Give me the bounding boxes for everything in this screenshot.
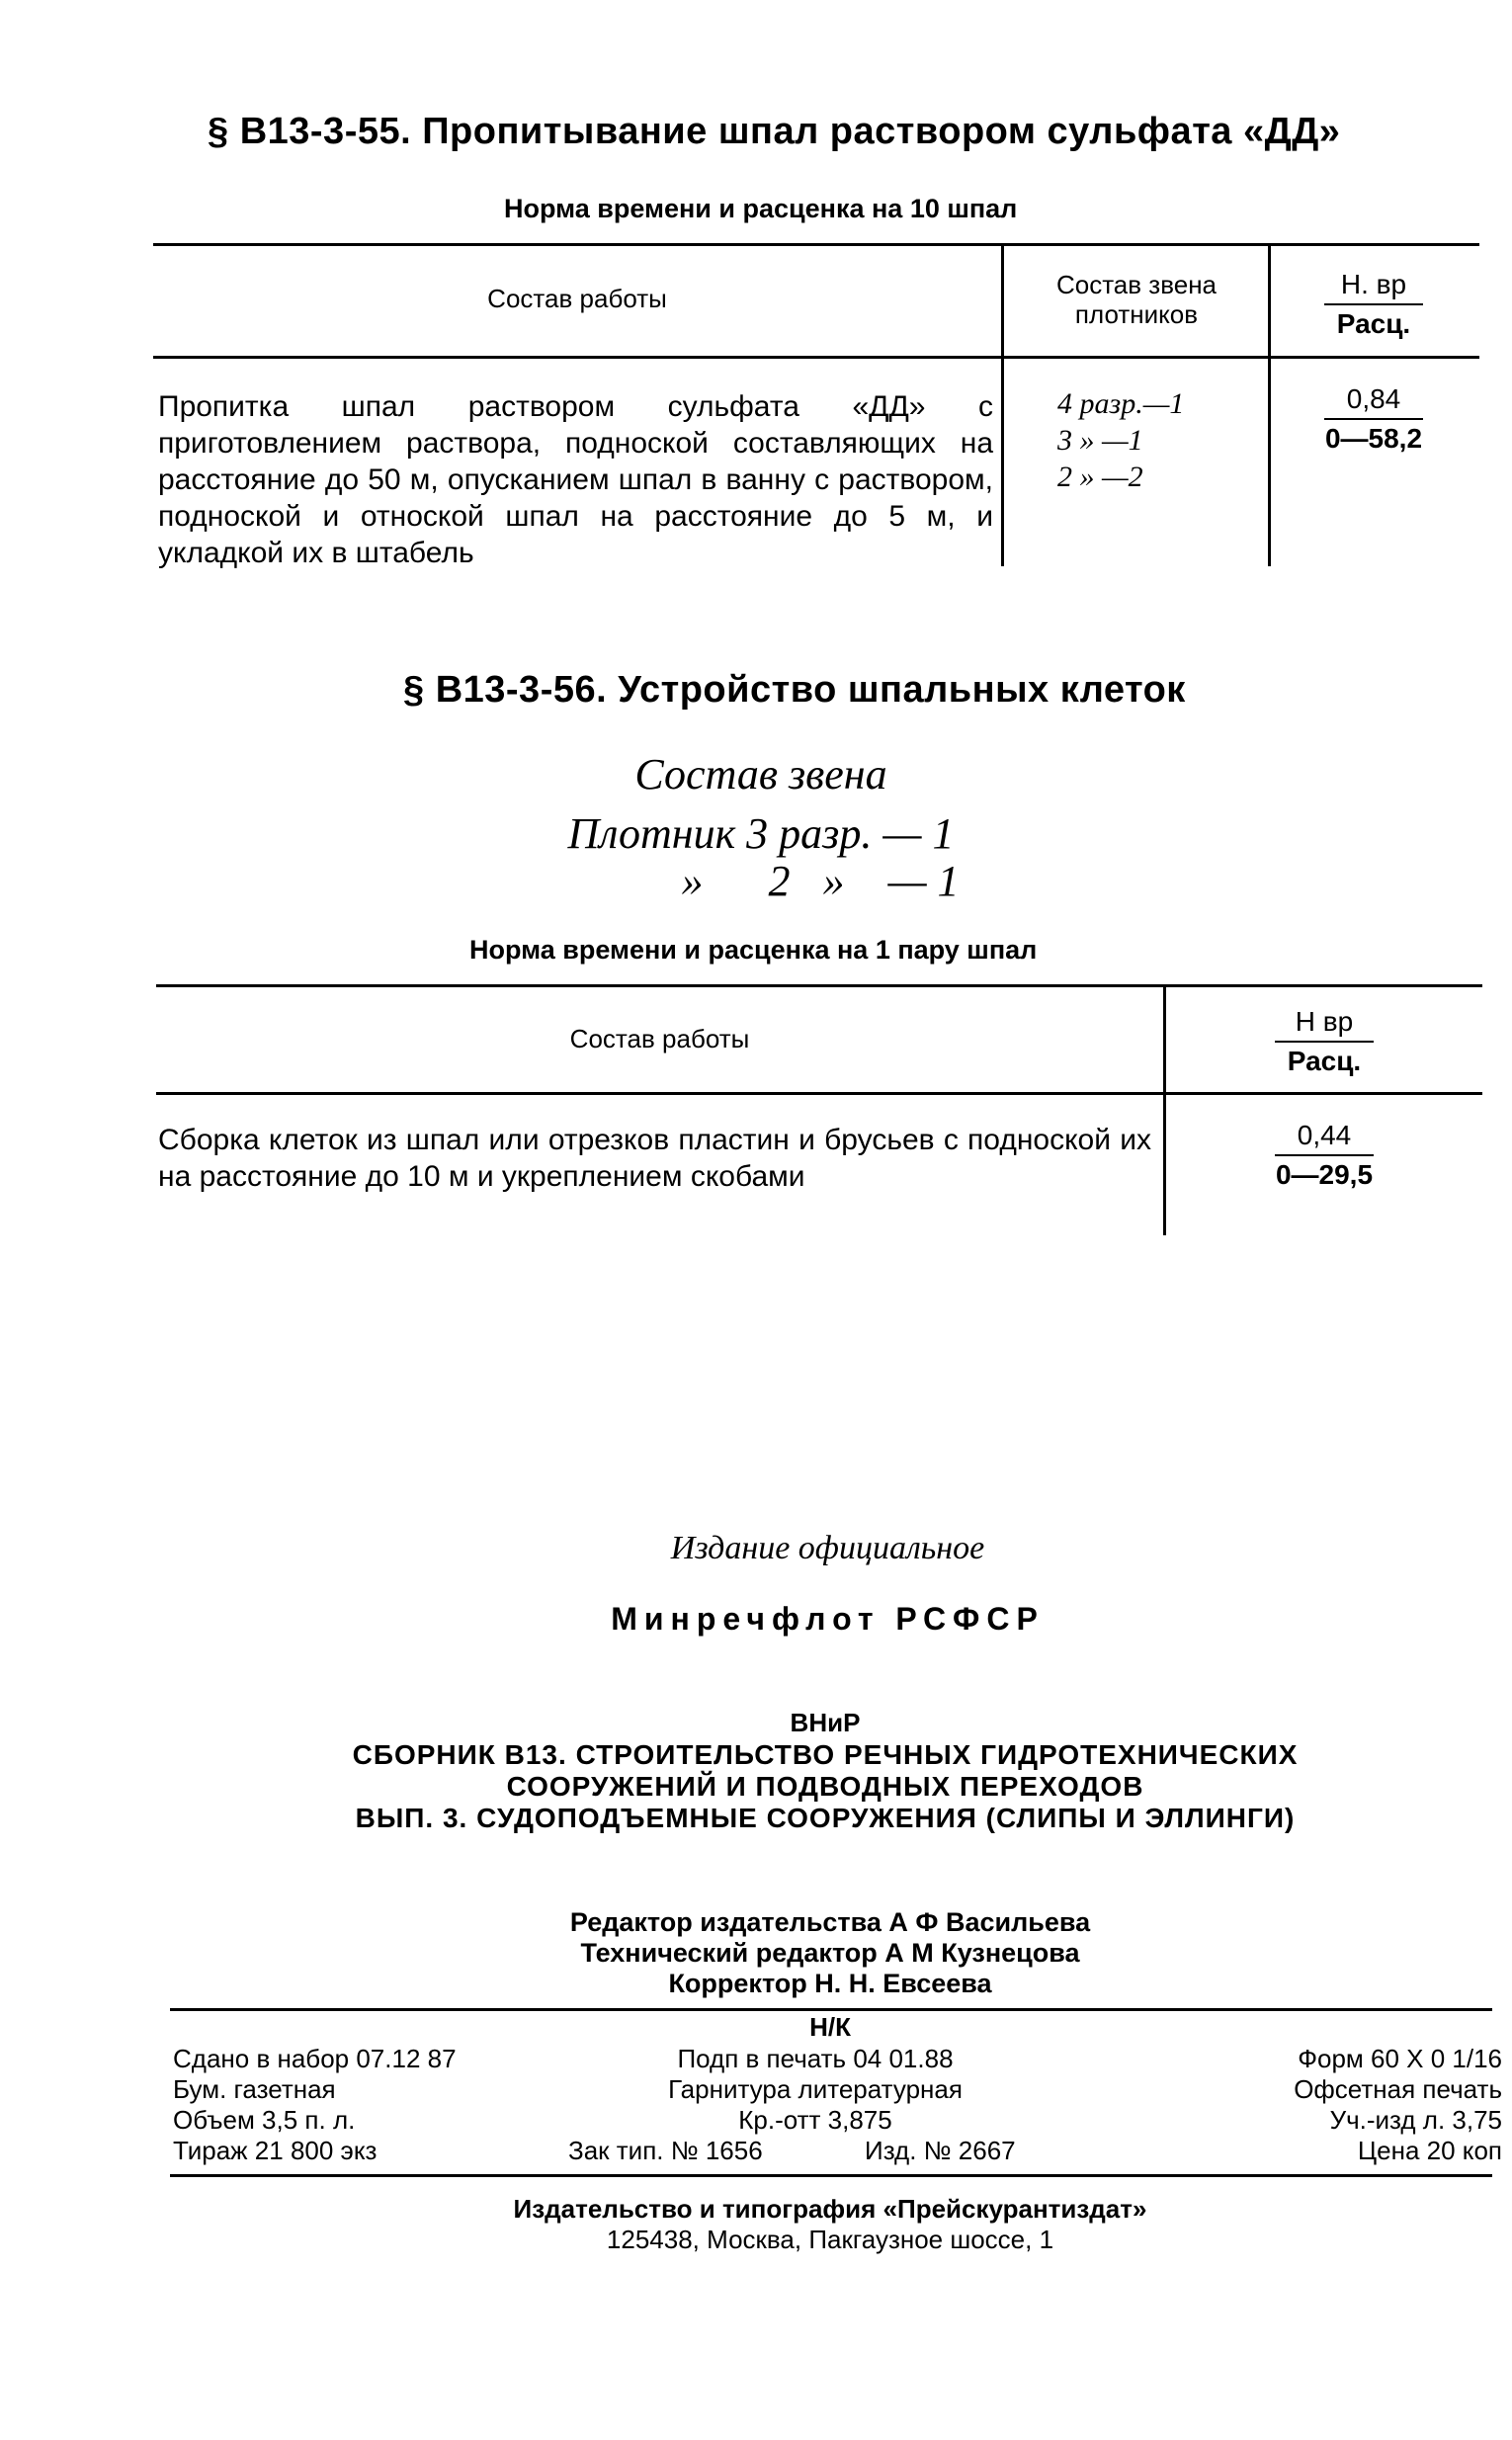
- imprint-editor: Редактор издательства А Ф Васильева: [569, 1907, 1091, 1937]
- imprint-publisher-2: 125438, Москва, Пакгаузное шоссе, 1: [606, 2225, 1054, 2254]
- table2-col-work: Состав работы: [569, 1024, 750, 1053]
- imprint-middle-2: Гарнитура литературная: [668, 2074, 963, 2104]
- section1-title: § В13-3-55. Пропитывание шпал раствором сульфата «ДД»: [208, 111, 1341, 152]
- table1-col-norm: [1285, 269, 1463, 340]
- table1-value-fraction-line: [1324, 418, 1423, 420]
- section2-title: § В13-3-56. Устройство шпальных клеток: [403, 669, 1186, 711]
- table1-hvr-value: 0,84: [1346, 383, 1401, 414]
- table2-rasc-value: 0—29,5: [1275, 1159, 1374, 1190]
- imprint-right-2: Офсетная печать: [1294, 2074, 1502, 2104]
- table1-col-work: Состав работы: [487, 284, 667, 313]
- table2-col-fraction-line: [1275, 1041, 1374, 1043]
- table2-hvr-value: 0,44: [1297, 1120, 1352, 1150]
- table1-crew-list: [1057, 385, 1184, 495]
- imprint-middle-column: [632, 2044, 998, 2136]
- imprint-right-3: Уч.-изд л. 3,75: [1329, 2105, 1502, 2135]
- table2-top-rule: [156, 984, 1482, 987]
- imprint-collection-3: ВЫП. 3. СУДОПОДЪЕМНЫЕ СООРУЖЕНИЯ (СЛИПЫ И ЭЛЛИНГИ): [355, 1803, 1296, 1833]
- imprint-ministry: Минречфлот РСФСР: [611, 1601, 1045, 1637]
- table2-col-hvr: Н вр: [1295, 1006, 1354, 1037]
- section2-crew-line1: Плотник 3 разр. — 1: [567, 809, 955, 858]
- section2-norm-caption: Норма времени и расценка на 1 пару шпал: [469, 935, 1038, 965]
- imprint-right-4: Цена 20 коп: [1357, 2136, 1502, 2165]
- imprint-izd: Изд. № 2667: [865, 2136, 1016, 2165]
- table1-norm-value: [1285, 383, 1463, 455]
- table1-col-fraction-line: [1324, 303, 1423, 305]
- table2-col-norm: [1225, 1006, 1423, 1077]
- imprint-right-column: [1235, 2044, 1502, 2166]
- table2-value-fraction-line: [1275, 1154, 1374, 1156]
- imprint-official: Издание официальное: [670, 1530, 985, 1566]
- table1-col-hvr: Н. вр: [1340, 269, 1407, 299]
- table2-header-rule: [156, 1092, 1482, 1095]
- imprint-top-rule: [170, 2008, 1492, 2011]
- table1-rasc-value: 0—58,2: [1324, 423, 1423, 454]
- imprint-left-4: Тираж 21 800 экз: [173, 2136, 378, 2165]
- table2-divider: [1163, 984, 1166, 1235]
- imprint-left-1: Сдано в набор 07.12 87: [173, 2044, 457, 2073]
- table1-header-rule: [153, 356, 1479, 359]
- imprint-nk: Н/К: [809, 2012, 851, 2042]
- table1-work-text: Пропитка шпал раствором сульфата «ДД» с приготовлением раствора, подноской составляющих на расстояние до 50 м, опусканием шпал в ванну с раствором, подноской и отноской шпал на расстояние до 5 м, и укладкой их в штабель: [158, 390, 993, 569]
- imprint-middle-3: Кр.-отт 3,875: [738, 2105, 892, 2135]
- table1-divider-2: [1268, 243, 1271, 566]
- crew-row-3: 2 » —2: [1057, 461, 1143, 493]
- crew-row-2: 3 » —1: [1057, 424, 1143, 457]
- section2-crew-line2: » 2 » — 1: [681, 857, 960, 905]
- crew-row-1: 4 разр.—1: [1057, 387, 1185, 420]
- imprint-collection-1: СБОРНИК В13. СТРОИТЕЛЬСТВО РЕЧНЫХ ГИДРОТЕХНИЧЕСКИХ: [352, 1739, 1299, 1770]
- table1-divider-1: [1001, 243, 1004, 566]
- imprint-corrector: Корректор Н. Н. Евсеева: [668, 1969, 992, 1998]
- imprint-order: Зак тип. № 1656: [568, 2136, 763, 2165]
- imprint-bottom-rule: [170, 2174, 1492, 2177]
- table2-col-rasc: Расц.: [1287, 1046, 1362, 1076]
- imprint-vnir: ВНиР: [790, 1708, 861, 1737]
- imprint-tech-editor: Технический редактор А М Кузнецова: [580, 1938, 1080, 1968]
- section1-norm-caption: Норма времени и расценка на 10 шпал: [504, 194, 1018, 223]
- imprint-collection-2: СООРУЖЕНИЙ И ПОДВОДНЫХ ПЕРЕХОДОВ: [506, 1771, 1144, 1802]
- table1-col-crew: Состав звена плотников: [1055, 270, 1218, 329]
- imprint-right-1: Форм 60 X 0 1/16: [1298, 2044, 1502, 2073]
- section2-crew-title: Состав звена: [634, 750, 887, 799]
- imprint-left-3: Объем 3,5 п. л.: [173, 2105, 356, 2135]
- table1-col-rasc: Расц.: [1336, 308, 1411, 339]
- imprint-publisher-1: Издательство и типография «Прейскурантиздат»: [513, 2194, 1147, 2224]
- table1-top-rule: [153, 243, 1479, 246]
- imprint-middle-1: Подп в печать 04 01.88: [677, 2044, 954, 2073]
- imprint-left-column: [173, 2044, 457, 2166]
- table2-work-text: Сборка клеток из шпал или отрезков пластин и брусьев с подноской их на расстояние до 10 м и укреплением скобами: [158, 1124, 1151, 1193]
- table2-norm-value: [1225, 1120, 1423, 1191]
- imprint-left-2: Бум. газетная: [173, 2074, 336, 2104]
